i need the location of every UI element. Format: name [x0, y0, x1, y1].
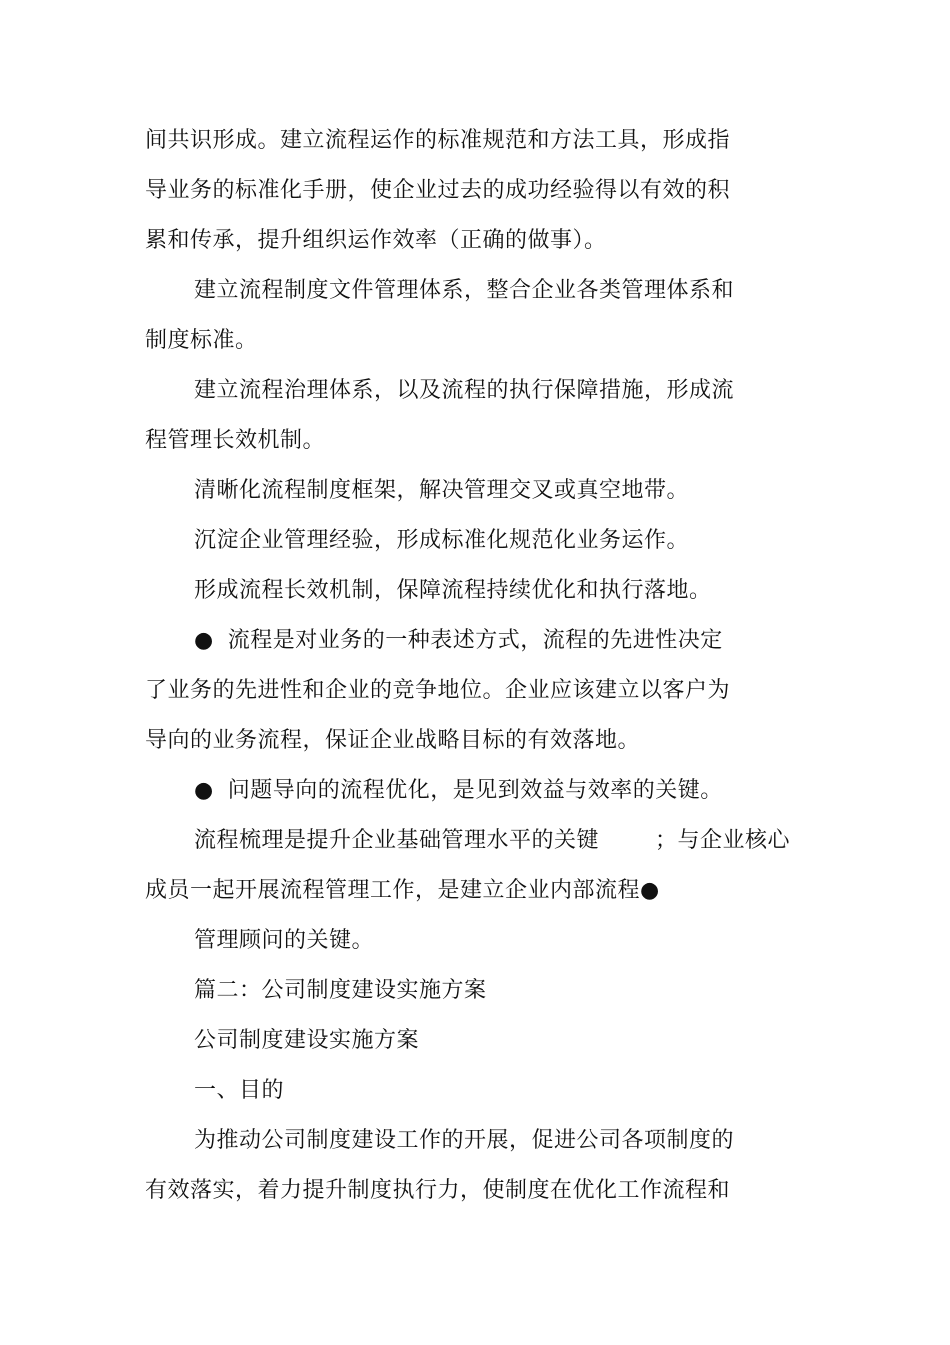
text-line: 形成流程长效机制，保障流程持续优化和执行落地。 — [194, 578, 712, 603]
bullet-item — [194, 626, 723, 656]
text-line: 累和传承，提升组织运作效率（正确的做事）。 — [145, 228, 607, 253]
text-line: 程管理长效机制。 — [145, 428, 326, 453]
text-line: 成员一起开展流程管理工作，是建立企业内部流程● — [145, 878, 660, 903]
text-line: 管理顾问的关键。 — [194, 928, 375, 953]
text-line: 了业务的先进性和企业的竞争地位。企业应该建立以客户为 — [145, 678, 731, 703]
text-line: 导向的业务流程，保证企业战略目标的有效落地。 — [145, 728, 641, 753]
text-line: 导业务的标准化手册，使企业过去的成功经验得以有效的积 — [145, 178, 731, 203]
bullet-icon: ● — [194, 778, 214, 803]
text-line: 有效落实，着力提升制度执行力，使制度在优化工作流程和 — [145, 1178, 731, 1203]
text-line: 问题导向的流程优化，是见到效益与效率的关键。 — [227, 778, 723, 803]
text-line: 建立流程制度文件管理体系，整合企业各类管理体系和 — [194, 278, 735, 303]
bullet-icon: ● — [194, 628, 214, 653]
text-line: 建立流程治理体系，以及流程的执行保障措施，形成流 — [194, 378, 735, 403]
section-heading: 篇二：公司制度建设实施方案 — [194, 978, 487, 1003]
text-line: 制度标准。 — [145, 328, 258, 353]
text-line: 沉淀企业管理经验，形成标准化规范化业务运作。 — [194, 528, 690, 553]
section-heading: 一、目的 — [194, 1078, 285, 1103]
text-segment: 流程梳理是提升企业基础管理水平的关键 — [194, 828, 600, 853]
text-line: 清晰化流程制度框架，解决管理交叉或真空地带。 — [194, 478, 690, 503]
text-line-split — [194, 826, 790, 856]
text-line: 为推动公司制度建设工作的开展，促进公司各项制度的 — [194, 1128, 735, 1153]
bullet-item — [194, 776, 723, 806]
document-title: 公司制度建设实施方案 — [194, 1028, 420, 1053]
text-line: 流程是对业务的一种表述方式，流程的先进性决定 — [227, 628, 723, 653]
text-segment: ；与企业核心 — [655, 828, 791, 853]
text-line: 间共识形成。建立流程运作的标准规范和方法工具，形成指 — [145, 128, 731, 153]
